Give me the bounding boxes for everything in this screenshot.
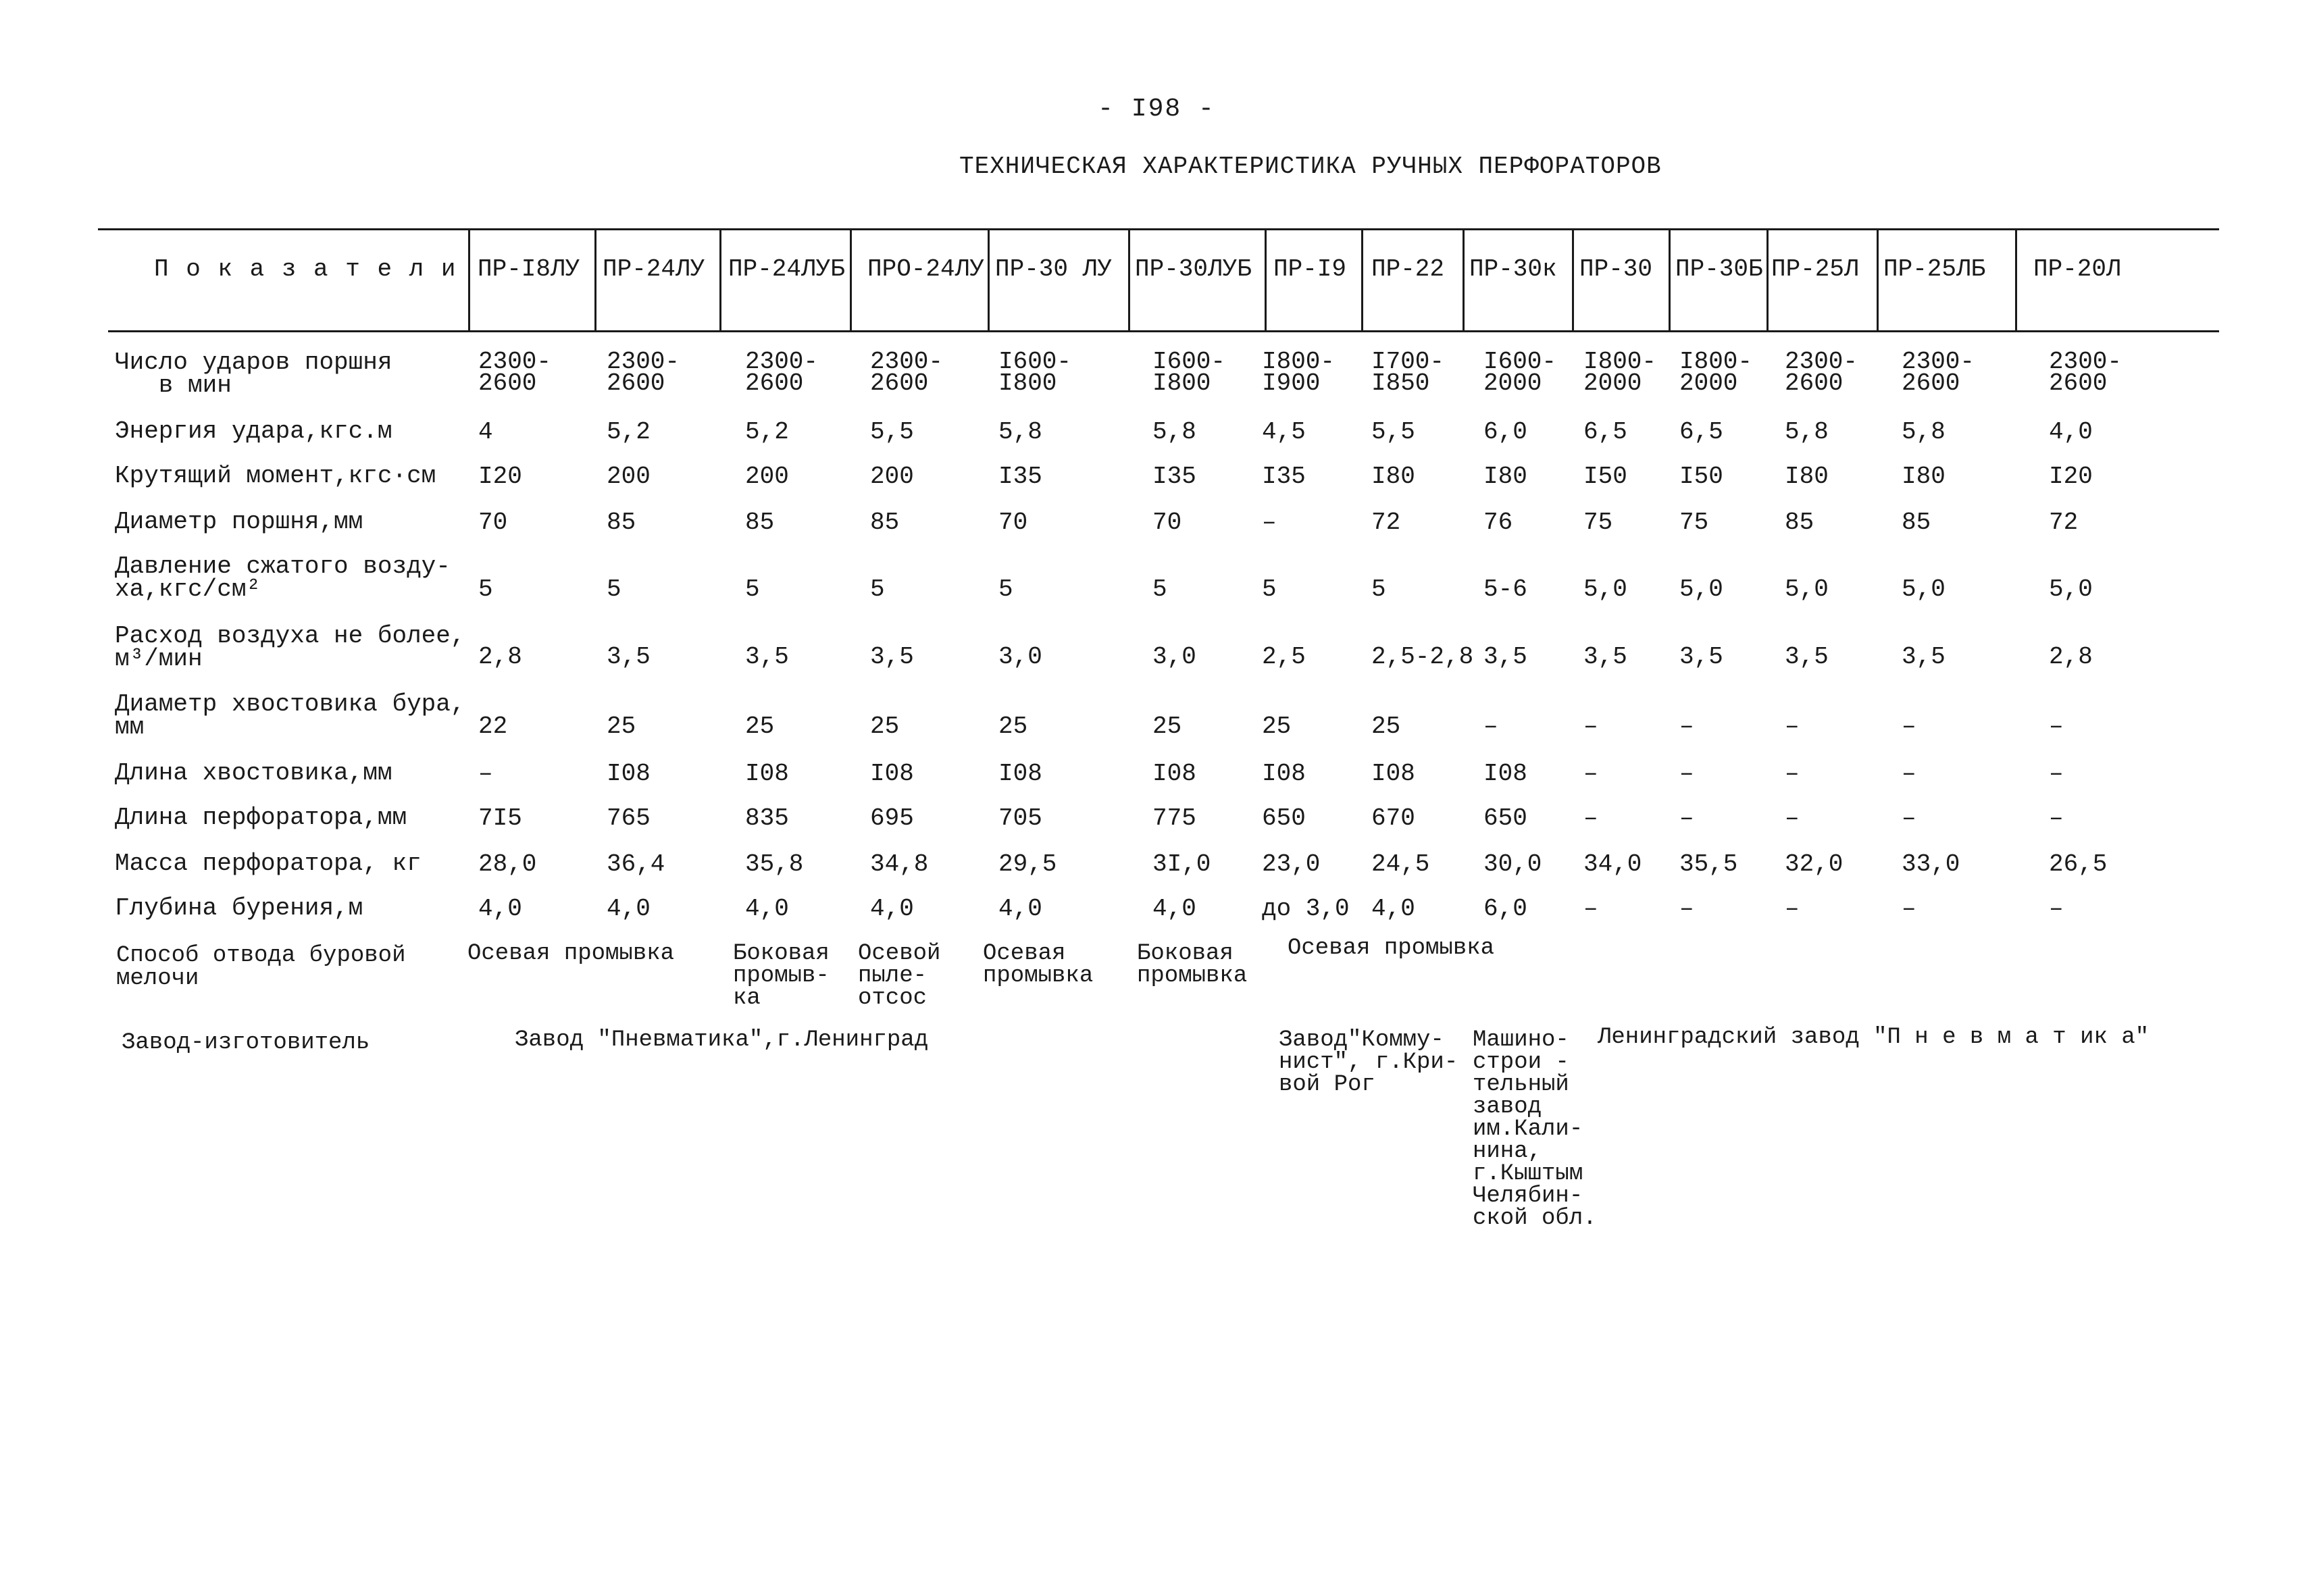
manufacturer-kalinin: Машино- строи - тельный завод им.Кали- нина, г.Кыштым Челябин- ской обл. xyxy=(1473,1027,1597,1231)
table-cell: 3,0 xyxy=(1152,643,1196,671)
removal-axial-washing: Осевая промывка xyxy=(1288,935,1495,961)
table-cell: до 3,0 xyxy=(1262,895,1350,923)
col-divider xyxy=(468,228,470,331)
table-cell: I80 xyxy=(1371,463,1415,490)
header-model: ПР-I8ЛУ xyxy=(478,255,580,283)
table-cell: 4,0 xyxy=(745,895,789,923)
col-divider xyxy=(1572,228,1574,331)
table-cell: 72 xyxy=(1371,509,1401,536)
table-cell: 5-6 xyxy=(1483,575,1527,603)
table-cell: – xyxy=(1679,713,1694,740)
header-model: ПР-30к xyxy=(1469,255,1557,283)
table-cell: 85 xyxy=(607,509,636,536)
table-cell: 3,5 xyxy=(1902,643,1946,671)
table-cell: – xyxy=(2049,713,2064,740)
table-cell: I20 xyxy=(2049,463,2093,490)
table-cell: 5,8 xyxy=(1785,418,1829,446)
table-cell: – xyxy=(1262,509,1277,536)
table-cell: I600- I800 xyxy=(1152,348,1226,397)
table-cell: I20 xyxy=(478,463,522,490)
table-cell: 5,2 xyxy=(607,418,651,446)
table-cell: 650 xyxy=(1483,804,1527,832)
table-cell: 200 xyxy=(745,463,789,490)
row-label-shank-diameter: Диаметр хвостовика бура, мм xyxy=(115,690,465,741)
table-cell: 2300- 2600 xyxy=(745,348,819,397)
table-cell: 85 xyxy=(1902,509,1931,536)
col-divider xyxy=(850,228,852,331)
table-cell: 25 xyxy=(1152,713,1182,740)
table-cell: 85 xyxy=(870,509,900,536)
table-cell: 5,0 xyxy=(1902,575,1946,603)
table-cell: 26,5 xyxy=(2049,850,2108,878)
table-cell: 2,5-2,8 xyxy=(1371,643,1474,671)
table-cell: 75 xyxy=(1583,509,1613,536)
header-model: ПР-24ЛУБ xyxy=(728,255,845,283)
table-cell: I600- I800 xyxy=(998,348,1072,397)
table-cell: 6,5 xyxy=(1583,418,1627,446)
row-label-shank-length: Длина хвостовика,мм xyxy=(115,759,392,787)
table-cell: I700- I850 xyxy=(1371,348,1445,397)
table-cell: 5,0 xyxy=(1679,575,1723,603)
table-cell: 30,0 xyxy=(1483,850,1542,878)
table-cell: – xyxy=(1785,713,1800,740)
table-cell: 670 xyxy=(1371,804,1415,832)
table-cell: 85 xyxy=(1785,509,1814,536)
document-title: ТЕХНИЧЕСКАЯ ХАРАКТЕРИСТИКА РУЧНЫХ ПЕРФОРАТОРОВ xyxy=(959,153,1662,180)
table-cell: – xyxy=(1785,760,1800,788)
table-cell: – xyxy=(1679,804,1694,832)
col-divider xyxy=(988,228,990,331)
table-cell: – xyxy=(1785,895,1800,923)
table-cell: 35,5 xyxy=(1679,850,1738,878)
header-model: ПР-I9 xyxy=(1273,255,1347,283)
table-cell: 4,5 xyxy=(1262,418,1306,446)
col-divider xyxy=(594,228,596,331)
header-indicators: П о к а з а т е л и xyxy=(154,255,457,283)
table-cell: 7I5 xyxy=(478,804,522,832)
table-cell: 3,5 xyxy=(1785,643,1829,671)
table-cell: 70 xyxy=(1152,509,1182,536)
header-model: ПР-30ЛУБ xyxy=(1135,255,1252,283)
table-cell: 25 xyxy=(1262,713,1292,740)
table-cell: I800- I900 xyxy=(1262,348,1336,397)
table-cell: 3,0 xyxy=(998,643,1042,671)
table-cell: I600- 2000 xyxy=(1483,348,1557,397)
removal-axial-washing: Осевая промывка xyxy=(983,941,1094,989)
table-cell: 6,0 xyxy=(1483,418,1527,446)
table-cell: I800- 2000 xyxy=(1679,348,1753,397)
table-cell: – xyxy=(1902,760,1916,788)
header-model: ПР-30Б xyxy=(1675,255,1763,283)
table-cell: 3,5 xyxy=(1583,643,1627,671)
table-cell: 32,0 xyxy=(1785,850,1844,878)
table-cell: – xyxy=(2049,760,2064,788)
table-cell: I50 xyxy=(1583,463,1627,490)
col-divider xyxy=(1463,228,1465,331)
table-cell: I08 xyxy=(870,760,914,788)
removal-side-washing: Боковая промыв- ка xyxy=(733,941,830,1011)
table-cell: I35 xyxy=(1152,463,1196,490)
table-cell: 5 xyxy=(1152,575,1167,603)
row-label-blows: Число ударов поршня в мин xyxy=(115,349,392,399)
table-cell: 2300- 2600 xyxy=(870,348,944,397)
col-divider xyxy=(2015,228,2017,331)
row-label-manufacturer: Завод-изготовитель xyxy=(122,1030,370,1056)
table-cell: 705 xyxy=(998,804,1042,832)
table-cell: I08 xyxy=(1152,760,1196,788)
table-cell: 5,0 xyxy=(1785,575,1829,603)
table-cell: 5 xyxy=(478,575,493,603)
removal-axial-washing: Осевая промывка xyxy=(467,941,675,967)
header-model: ПРО-24ЛУ xyxy=(867,255,984,283)
table-cell: 29,5 xyxy=(998,850,1057,878)
table-cell: – xyxy=(1679,760,1694,788)
table-cell: I800- 2000 xyxy=(1583,348,1657,397)
table-cell: 3,5 xyxy=(1679,643,1723,671)
table-cell: 24,5 xyxy=(1371,850,1430,878)
header-model: ПР-20Л xyxy=(2033,255,2121,283)
table-cell: 3,5 xyxy=(1483,643,1527,671)
table-cell: 33,0 xyxy=(1902,850,1960,878)
table-cell: 5,8 xyxy=(1902,418,1946,446)
table-cell: – xyxy=(1583,895,1598,923)
removal-axial-dust: Осевой пыле- отсос xyxy=(858,941,941,1011)
header-model: ПР-30 xyxy=(1579,255,1653,283)
table-cell: 25 xyxy=(870,713,900,740)
table-cell: 23,0 xyxy=(1262,850,1321,878)
table-cell: 695 xyxy=(870,804,914,832)
table-cell: 4 xyxy=(478,418,493,446)
header-model: ПР-24ЛУ xyxy=(603,255,705,283)
table-cell: 34,0 xyxy=(1583,850,1642,878)
table-cell: I08 xyxy=(1483,760,1527,788)
col-divider xyxy=(1361,228,1363,331)
col-divider xyxy=(1128,228,1130,331)
table-cell: 5 xyxy=(607,575,621,603)
col-divider xyxy=(1669,228,1671,331)
table-cell: 5,5 xyxy=(870,418,914,446)
table-cell: 835 xyxy=(745,804,789,832)
table-cell: 5,8 xyxy=(1152,418,1196,446)
table-cell: 5,8 xyxy=(998,418,1042,446)
table-cell: 2,5 xyxy=(1262,643,1306,671)
table-cell: 36,4 xyxy=(607,850,665,878)
table-cell: 25 xyxy=(745,713,775,740)
table-cell: – xyxy=(1902,804,1916,832)
manufacturer-pnevmatika: Завод "Пневматика",г.Ленинград xyxy=(515,1027,929,1053)
row-label-drill-length: Длина перфоратора,мм xyxy=(115,804,407,831)
table-cell: I80 xyxy=(1902,463,1946,490)
table-cell: 3,5 xyxy=(607,643,651,671)
table-cell: 5,0 xyxy=(1583,575,1627,603)
table-cell: 25 xyxy=(607,713,636,740)
table-cell: 5 xyxy=(745,575,760,603)
table-cell: 6,5 xyxy=(1679,418,1723,446)
table-cell: – xyxy=(1583,760,1598,788)
header-model: ПР-25Л xyxy=(1771,255,1859,283)
table-cell: 3I,0 xyxy=(1152,850,1211,878)
table-cell: 75 xyxy=(1679,509,1709,536)
table-cell: 5 xyxy=(870,575,885,603)
table-cell: 22 xyxy=(478,713,508,740)
table-cell: 4,0 xyxy=(1152,895,1196,923)
table-cell: 76 xyxy=(1483,509,1513,536)
table-cell: – xyxy=(1483,713,1498,740)
header-model: ПР-22 xyxy=(1371,255,1445,283)
table-cell: 5 xyxy=(998,575,1013,603)
table-top-rule xyxy=(98,228,2219,230)
table-cell: – xyxy=(1785,804,1800,832)
table-cell: – xyxy=(1583,713,1598,740)
table-cell: – xyxy=(1583,804,1598,832)
table-cell: 4,0 xyxy=(2049,418,2093,446)
table-cell: I80 xyxy=(1483,463,1527,490)
header-model: ПР-25ЛБ xyxy=(1883,255,1986,283)
table-cell: 4,0 xyxy=(998,895,1042,923)
table-cell: – xyxy=(1902,895,1916,923)
table-cell: 25 xyxy=(1371,713,1401,740)
table-cell: 2300- 2600 xyxy=(2049,348,2123,397)
row-label-torque: Крутящий момент,кгс·см xyxy=(115,462,436,490)
table-cell: 2300- 2600 xyxy=(1902,348,1975,397)
table-cell: I08 xyxy=(998,760,1042,788)
table-cell: – xyxy=(2049,804,2064,832)
table-cell: 4,0 xyxy=(478,895,522,923)
table-cell: 2300- 2600 xyxy=(1785,348,1858,397)
table-cell: 5,2 xyxy=(745,418,789,446)
row-label-piston-diameter: Диаметр поршня,мм xyxy=(115,508,363,536)
table-cell: 2300- 2600 xyxy=(478,348,552,397)
table-cell: 35,8 xyxy=(745,850,804,878)
table-cell: 28,0 xyxy=(478,850,537,878)
table-cell: 650 xyxy=(1262,804,1306,832)
col-divider xyxy=(1877,228,1879,331)
row-label-energy: Энергия удара,кгс.м xyxy=(115,417,392,445)
table-cell: – xyxy=(2049,895,2064,923)
page-number: - I98 - xyxy=(1098,95,1215,124)
table-cell: 4,0 xyxy=(607,895,651,923)
table-cell: 5 xyxy=(1262,575,1277,603)
table-cell: I08 xyxy=(1262,760,1306,788)
table-cell: 85 xyxy=(745,509,775,536)
table-cell: 3,5 xyxy=(870,643,914,671)
table-cell: 70 xyxy=(478,509,508,536)
col-divider xyxy=(1766,228,1769,331)
table-cell: 4,0 xyxy=(870,895,914,923)
table-cell: I08 xyxy=(1371,760,1415,788)
row-label-depth: Глубина бурения,м xyxy=(115,894,363,922)
table-cell: I08 xyxy=(745,760,789,788)
header-model: ПР-30 ЛУ xyxy=(995,255,1112,283)
table-cell: 5 xyxy=(1371,575,1386,603)
table-cell: 2300- 2600 xyxy=(607,348,680,397)
table-cell: 200 xyxy=(870,463,914,490)
row-label-air-pressure: Давление сжатого возду- ха,кгс/см² xyxy=(115,552,451,603)
table-cell: I35 xyxy=(1262,463,1306,490)
table-cell: 5,0 xyxy=(2049,575,2093,603)
table-cell: 775 xyxy=(1152,804,1196,832)
table-cell: 72 xyxy=(2049,509,2079,536)
row-label-debris-removal: Способ отвода буровой мелочи xyxy=(116,943,406,992)
table-cell: I80 xyxy=(1785,463,1829,490)
table-cell: 2,8 xyxy=(2049,643,2093,671)
table-cell: – xyxy=(1679,895,1694,923)
table-cell: 6,0 xyxy=(1483,895,1527,923)
table-cell: 25 xyxy=(998,713,1028,740)
row-label-air-consumption: Расход воздуха не более, м³/мин xyxy=(115,622,465,673)
manufacturer-kommunist: Завод"Комму- нист", г.Кри- вой Рог xyxy=(1279,1027,1458,1098)
table-cell: 5,5 xyxy=(1371,418,1415,446)
col-divider xyxy=(719,228,721,331)
table-cell: 765 xyxy=(607,804,651,832)
table-cell: – xyxy=(1902,713,1916,740)
table-cell: 70 xyxy=(998,509,1028,536)
table-cell: 2,8 xyxy=(478,643,522,671)
manufacturer-leningrad: Ленинградский завод "П н е в м а т ик а" xyxy=(1598,1025,2150,1050)
table-cell: I08 xyxy=(607,760,651,788)
col-divider xyxy=(1265,228,1267,331)
table-cell: 34,8 xyxy=(870,850,929,878)
header-bottom-rule xyxy=(108,330,2219,332)
table-cell: 200 xyxy=(607,463,651,490)
row-label-mass: Масса перфоратора, кг xyxy=(115,850,422,877)
table-cell: I50 xyxy=(1679,463,1723,490)
removal-side-washing: Боковая промывка xyxy=(1137,941,1248,989)
table-cell: I35 xyxy=(998,463,1042,490)
table-cell: – xyxy=(478,760,493,788)
table-cell: 4,0 xyxy=(1371,895,1415,923)
table-cell: 3,5 xyxy=(745,643,789,671)
